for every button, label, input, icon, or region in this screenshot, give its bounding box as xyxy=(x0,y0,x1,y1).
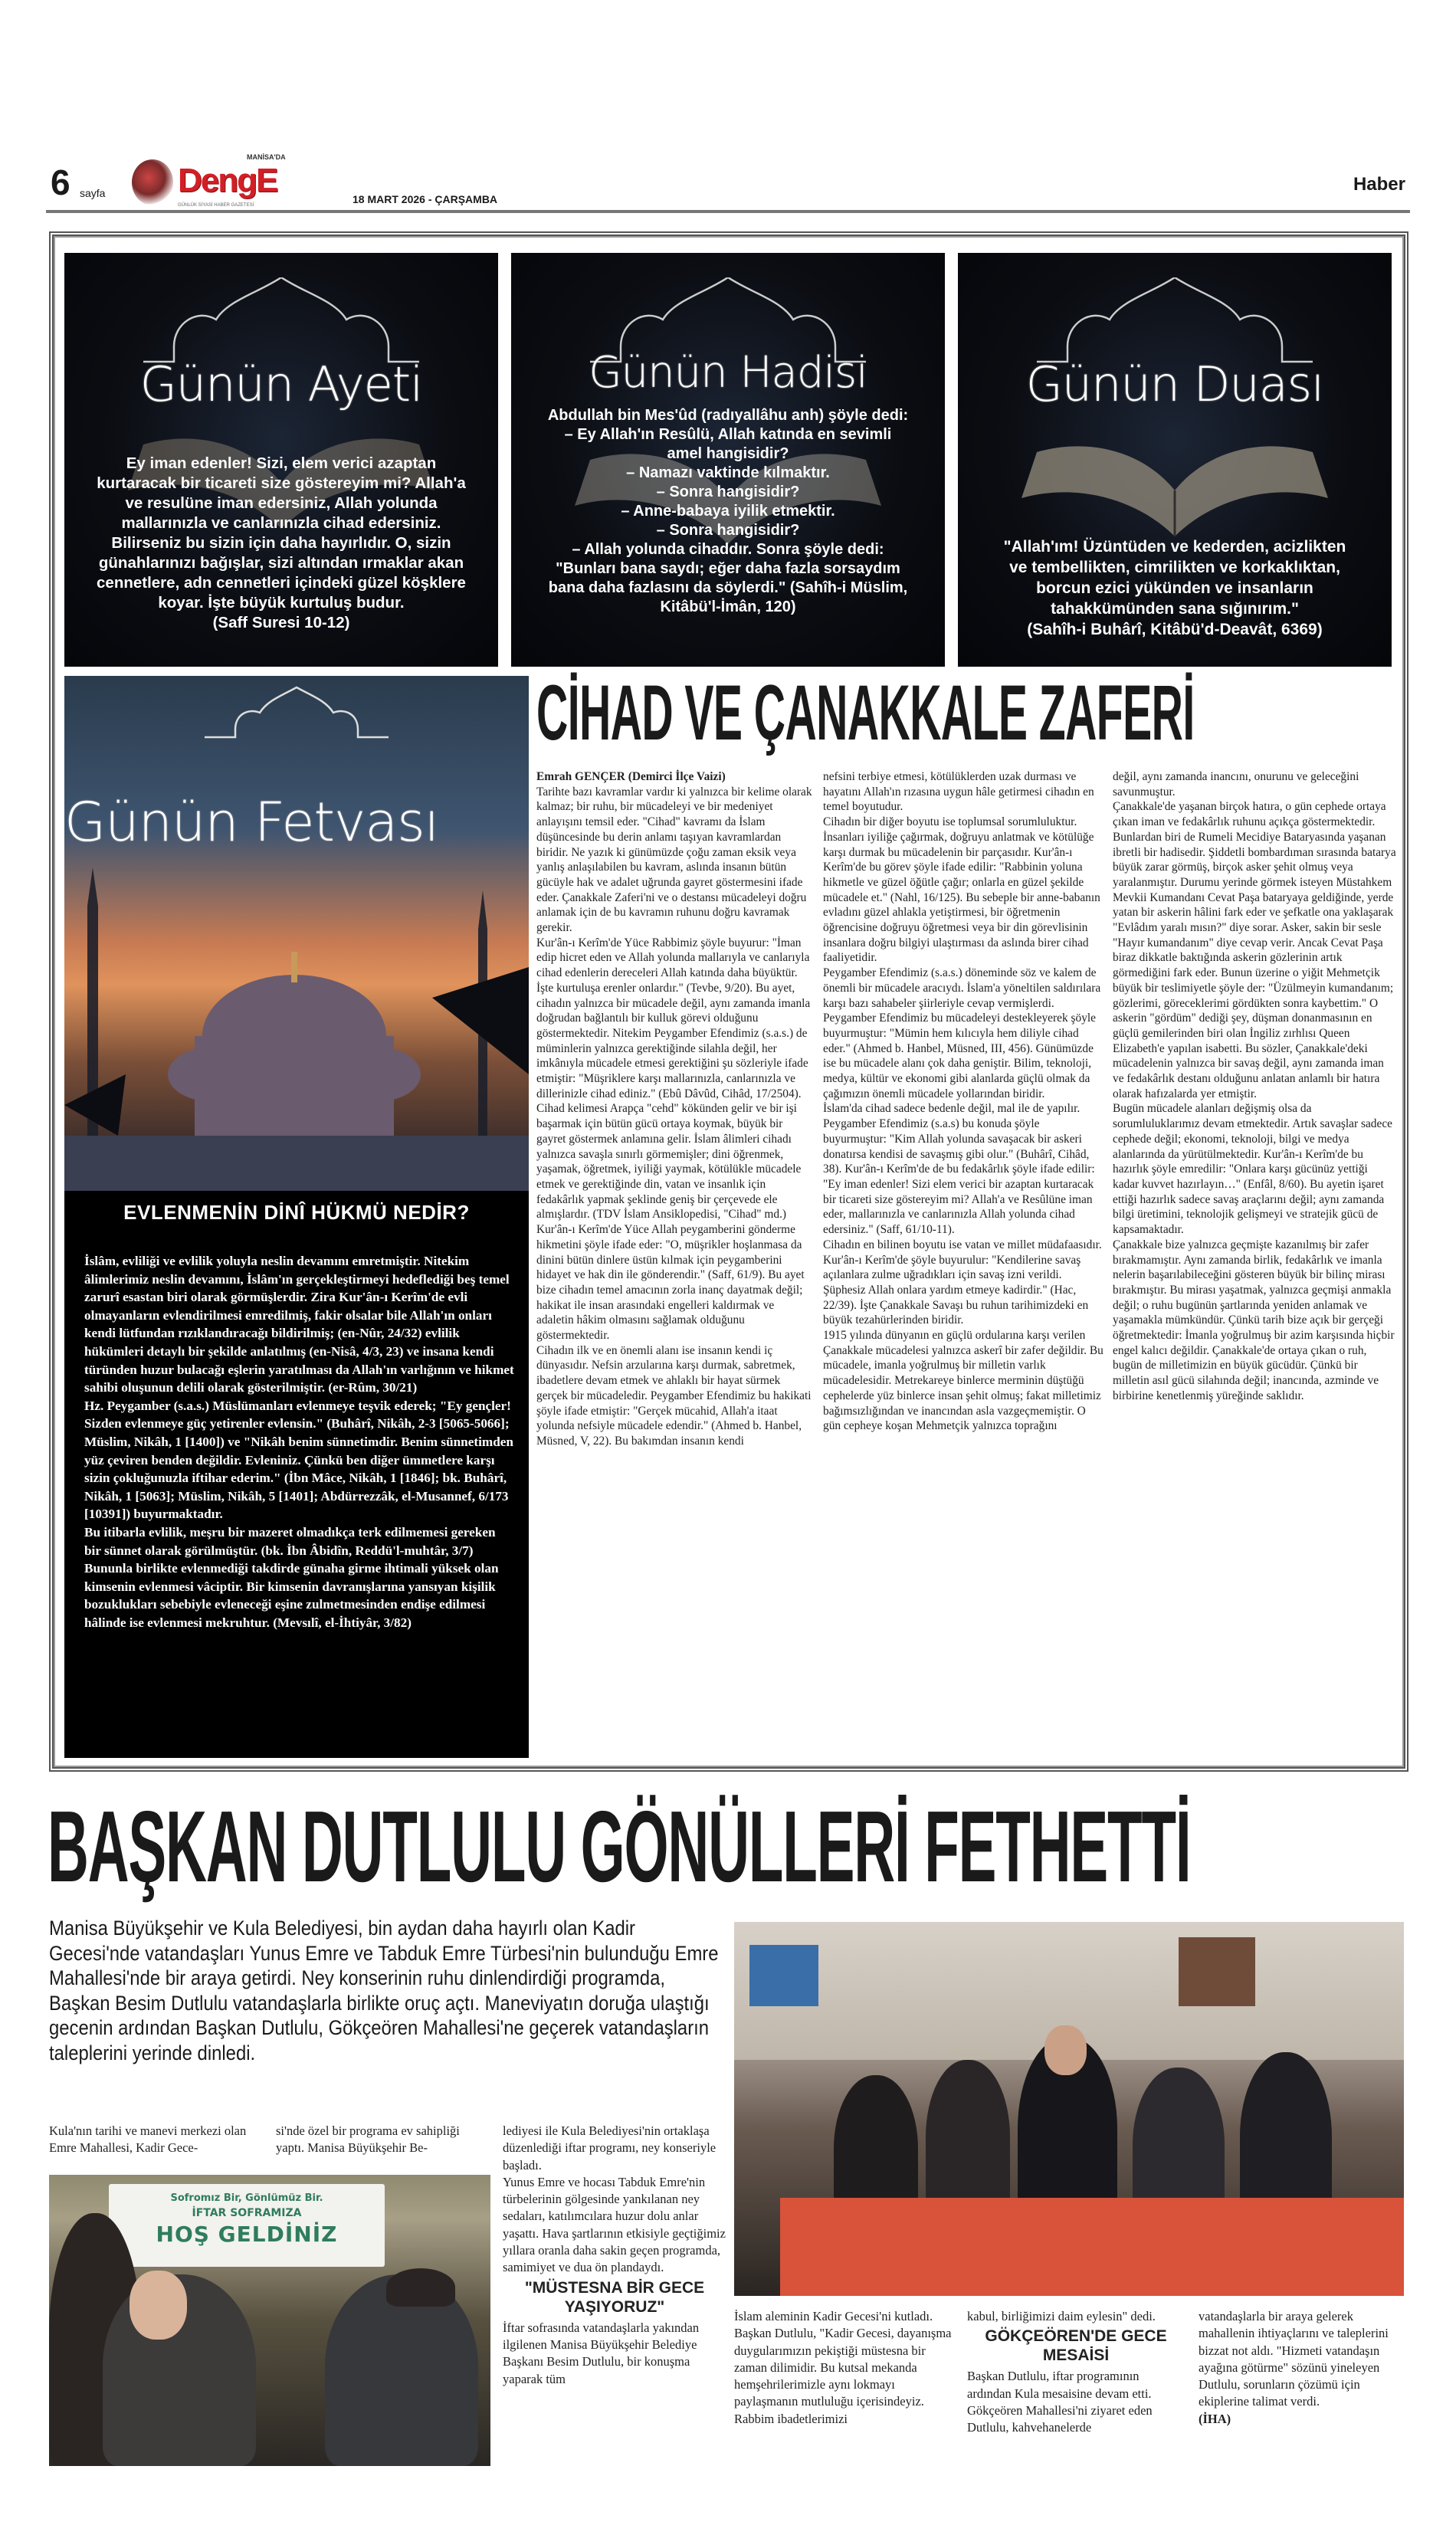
logo-wordmark: DengE xyxy=(178,162,277,199)
card-title: Günün Hadisi xyxy=(589,348,867,398)
card-verse xyxy=(64,253,498,667)
arch-ornament-icon xyxy=(143,277,419,369)
subheading: "MÜSTESNA BİR GECE YAŞIYORUZ" xyxy=(524,2278,705,2316)
fetva-paragraph: İslâm, evliliği ve evlilik yoluyla neslin devamını emretmiştir. Nitekim âlimlerimiz neslin devamını, İslâm'ın gerçekleştirmeyi hedeflediği beş temel zarurî esastan biri olarak görmüşlerdir. Zira Kur'ân-ı Kerîm'de evli olmayanların evlendirilmesi emredilmiş, fakir olsalar bile Allah'ın onları kendi lütfundan rızıklandıracağı bildirilmiş; (en-Nûr, 24/32) evlilik hükümleri detaylı bir şekilde anlatılmış (en-Nisâ, 4/3, 23) ve insana kendi türünden huzur bulacağı eşlerin yaratılması da Allah'ın varlığının ve hikmet sahibi oluşunun delili olarak gösterilmiştir. (er-Rûm, 30/21) xyxy=(84,1254,514,1395)
mosque-illustration-icon xyxy=(64,676,529,1191)
card-text: Abdullah bin Mes'ûd (radıyallâhu anh) şöyle dedi: – Ey Allah'ın Resûlü, Allah katında en sevimli amel hangisidir? – Namazı vaktinde kılmaktır. – Sonra hangisidir? – Anne-babaya iyilik etmektir. – Sonra hangisidir? – Allah yolunda cihaddır. Sonra şöyle dedi: "Bunları bana saydı; eğer daha fazla sorsaydım bana daha fazlasını da söylerdi." (Sahîh-i Müslim, Kitâbü'l-İmân, 120) xyxy=(547,407,909,615)
cihad-column-2 xyxy=(823,769,1103,1434)
paragraph: Cihad kelimesi Arapça "cehd" kökünden gelir ve bir işi başarmak için bütün gücü ortaya koymak, büyük bir gayret göstermek anlamına gelir. İslam âlimleri cihadı yalnızca savaşla sınırlı görmemişler; dini öğrenmek, yaşamak, öğretmek, iyiliği yaymak, kötülükle mücadele etmek ve gerektiğinde din, vatan ve insanlık için fedakârlık yapmak şeklinde geniş bir çerçevede ele almışlardır. (TDV İslam Ansiklopedisi, "Cihad" md.) Kur'ân-ı Kerîm'de Yüce Allah peygamberini gönderme hikmetini şöyle ifade eder: "O, müşrikler hoşlanmasa da dinini bütün dinlere üstün kılmak için peygamberini hidayet ve hak din ile gönderendir." (Saff, 61/9). Bu ayet bize cihadın temel amacının zorla inanç dayatmak değil; hakikat ile insan arasındaki engelleri kaldırmak ve adaletin hâkim olmasını sağlamak olduğunu göstermektedir. xyxy=(536,1102,805,1343)
mosque-image xyxy=(64,676,529,1191)
paragraph: Tarihte bazı kavramlar vardır ki yalnızca bir kelime olarak kalmaz; bir ruhu, bir mücadeleyi ve bir medeniyet anlayışını temsil eder. "Cihad" kavramı da İslam düşüncesinde bu derin anlamı taşıyan kavramlardan biridir. Ne yazık ki günümüzde çoğu zaman eksik veya yanlış anlaşılabilen bu kavram, aslında insanın bütün gücüyle hak ve adalet uğrunda gayret göstermesini ifade eder. Çanakkale Zaferi'ni ve o destansı mücadeleyi doğru anlamak için de bu kavramın ruhunu doğru kavramak gerekir. xyxy=(536,785,812,935)
body-column-4: İslam aleminin Kadir Gecesi'ni kutladı. Başkan Dutlulu, "Kadir Gecesi, dayanışma duygularımızın pekiştiği müstesna bir zaman dilimidir. Bu kutsal mekanda hemşehrilerimizle aynı lokmayı paylaşmanın mutluluğu içerisindeyiz. Rabbim ibadetlerimizi xyxy=(734,2309,952,2426)
page-header xyxy=(46,153,1410,213)
newspaper-logo[interactable] xyxy=(132,153,333,212)
paragraph: Cihadın bir diğer boyutu ise toplumsal sorumluluktur. İnsanları iyiliğe çağırmak, doğruyu anlatmak ve kötülüğe karşı durmak bu mücadelenin bir parçasıdır. Kur'ân-ı Kerîm'de bu görev şöyle ifade edilir: "Rabbinin yoluna hikmetle ve güzel öğütle çağır; onlarla en güzel şekilde mücadele et." (Nahl, 16/125). Bu sebeple bir anne-babanın evladını güzel ahlakla yetiştirmesi, bir öğretmenin öğrencisine doğruyu öğretmesi veya bir din görevlisinin insanlara doğru bilgiyi ulaştırması da aslında birer cihad faaliyetidir. xyxy=(823,815,1100,965)
body-column-6 xyxy=(1199,2308,1410,2428)
paragraph: İftar sofrasında vatandaşlarla yakından ilgilenen Manisa Büyükşehir Belediye Başkanı Besim Dutlulu, bir konuşma yaparak tüm xyxy=(503,2320,700,2386)
logo-emblem-icon xyxy=(132,159,173,205)
paragraph: kabul, birliğimizi daim eylesin" dedi. xyxy=(967,2309,1156,2323)
card-text: Ey iman edenler! Sizi, elem verici azaptan kurtaracak bir ticareti size göstereyim mi? Allah'a ve resulüne iman edersiniz, Allah yolunda mallarınızla ve canlarınızla cihad edersiniz. Bilirseniz bu sizin için daha hayırlıdır. O, sizin günahlarınızı bağışlar, sizi altından ırmaklar akan cennetlere, adn cennetleri içindeki güzel köşklere koyar. İşte büyük kurtuluş budur. (Saff Suresi 10-12) xyxy=(97,454,466,631)
paragraph: Peygamber Efendimiz (s.a.s.) döneminde söz ve kalem de önemli bir mücadele aracıydı. İslam'a yöneltilen saldırılara karşı bazı sahabeler şiirleriyle cevap vermişlerdi. Peygamber Efendimiz bu mücadeleyi destekleyerek şöyle buyurmuştur: "Mümin hem kılıcıyla hem diliyle cihad eder." (Ahmed b. Hanbel, Müsned, III, 456). Günümüzde ise bu mücadele alanı çok daha geniştir. Bilim, teknoloji, medya, kültür ve ekonomi gibi alanlarda güçlü olmak da çağımızın önemli mücadele yollarından biridir. xyxy=(823,966,1101,1100)
cap xyxy=(386,2268,455,2307)
face xyxy=(1044,2025,1087,2075)
card-title: Günün Ayeti xyxy=(139,356,423,412)
paragraph: vatandaşlarla bir araya gelerek mahallenin ihtiyaçlarını ve taleplerini bizzat not aldı. "Hizmeti vatandaşın ayağına götürme" sözünü yineleyen Dutlulu, sorunların çözümü için ekiplerine talimat verdi. xyxy=(1199,2309,1389,2409)
page-number: 6 xyxy=(51,162,71,202)
section-label: Haber xyxy=(1353,174,1405,195)
table xyxy=(780,2198,1404,2296)
fetva-heading: EVLENMENİN DİNÎ HÜKMÜ NEDİR? xyxy=(123,1201,470,1224)
fetva-paragraph: Bu itibarla evlilik, meşru bir mazeret olmadıkça terk edilmemesi gereken bir sünnet olarak görülmüştür. (bk. İbn Âbidîn, Reddü'l-muhtâr, 3/7) Bununla birlikte evlenmediği takdirde günaha girme ihtimali yüksek olan kimsenin evlenmesi vâciptir. Bir kimsenin davranışlarına yansıyan kişilik bozuklukları sebebiyle evleneceği eşine zulmetmesinden endişe edilmesi hâlinde ise evlenmesi mekruhtur. (Mevsılî, el-İhtiyâr, 3/82) xyxy=(84,1524,499,1630)
subheading: GÖKÇEÖREN'DE GECE MESAİSİ xyxy=(985,2327,1167,2365)
iftar-banner xyxy=(109,2184,385,2267)
iftar-photo[interactable] xyxy=(49,2175,490,2466)
paragraph: Çanakkale bize yalnızca geçmişte kazanılmış bir zafer bırakmamıştır. Aynı zamanda birlik, fedakârlık ve imanla nelerin başarılabileceğini gösteren büyük bir bilinç mirası bırakmıştır. Bu mirası yaşatmak, yalnızca geçmişi anmakla değil; o ruhu bugünün şartlarında yeniden anlamak ve yaşamakla mümkündür. Çünkü tarih bize açık bir gerçeği öğretmektedir: İmanla yoğrulmuş bir azim karşısında hiçbir engel kalıcı değildir. Çanakkale'de ortaya çıkan o ruh, bugün de milletimizin en büyük gücüdür. Çünkü bir milletin asıl gücü silahında değil; inancında, azminde ve birbirine kenetlenmiş yüreğinde saklıdır. xyxy=(1113,1238,1395,1402)
page-label: sayfa xyxy=(80,187,106,199)
card-prayer xyxy=(958,253,1392,667)
card-hadith xyxy=(511,253,945,667)
article-lead: Manisa Büyükşehir ve Kula Belediyesi, bin aydan daha hayırlı olan Kadir Gecesi'nde vatandaşları Yunus Emre ve Tabduk Emre Türbesi'nin bulunduğu Emre Mahallesi'nde bir araya getirdi. Ney konserinin ruhu dinlendirdiği programda, Başkan Besim Dutlulu vatandaşlarla birlikte oruç açtı. Maneviyatın doruğa ulaştığı gecenin ardından Başkan Dutlulu, Gökçeören Mahallesi'ne geçerek vatandaşların taleplerini yerinde dinledi. xyxy=(49,1917,719,2064)
paragraph: nefsini terbiye etmesi, kötülüklerden uzak durması ve hayatını Allah'ın rızasına uygun hâle getirmesi cihadın en temel boyutudur. xyxy=(823,770,1094,814)
cihad-column-3 xyxy=(1113,769,1396,1404)
wall-poster xyxy=(749,1945,818,2006)
fetva-box xyxy=(64,676,529,1758)
body-column-3 xyxy=(503,2123,726,2388)
banner-line: Sofromız Bir, Gönlümüz Bir. xyxy=(170,2192,323,2204)
news-agency: (İHA) xyxy=(1199,2411,1231,2426)
face xyxy=(130,2271,187,2340)
paragraph: Cihadın ilk ve en önemli alanı ise insanın kendi iç dünyasıdır. Nefsin arzularına karşı durmak, sabretmek, ibadetlere devam etmek ve ahlaklı bir hayat sürmek gerçek bir mücadeledir. Peygamber Efendimiz bu hakikati şöyle ifade etmiştir: "Gerçek mücahid, Allah'a itaat yolunda nefsiyle mücadele edendir." (Ahmed b. Hanbel, Müsned, V, 22). Bu bakımdan insanın kendi xyxy=(536,1343,812,1448)
banner-line: İFTAR SOFRAMIZA xyxy=(192,2207,302,2219)
cihad-headline: CİHAD VE ÇANAKKALE ZAFERİ xyxy=(536,669,1195,756)
neighborhood-visit-photo[interactable] xyxy=(734,1922,1404,2296)
body-column-2: si'nde özel bir programa ev sahipliği yaptı. Manisa Büyükşehir Be- xyxy=(276,2123,460,2156)
paragraph: Başkan Dutlulu, iftar programının ardından Kula mesaisine devam etti. Gökçeören Mahallesi'ni ziyaret eden Dutlulu, kahvehanelerde xyxy=(967,2369,1153,2435)
body-column-5 xyxy=(967,2308,1185,2436)
paragraph: Yunus Emre ve hocası Tabduk Emre'nin türbelerinin gölgesinde yankılanan ney sedaları, katılımcılara huzur dolu anlar yaşattı. Hava şartlarının etkisiyle geçtiğimiz yıllara oranla daha sakin geçen programda, samimiyet ve dua ön plandaydı. xyxy=(503,2174,726,2275)
banner-line: HOŞ GELDİNİZ xyxy=(156,2222,338,2247)
arch-ornament-icon xyxy=(1037,277,1313,369)
logo-subtitle: MANİSA'DA xyxy=(247,153,286,161)
card-title: Günün Duası xyxy=(1025,356,1324,412)
article-author: Emrah GENÇER (Demirci İlçe Vaizi) xyxy=(536,770,726,783)
paragraph: Cihadın en bilinen boyutu ise vatan ve millet müdafaasıdır. Kur'ân-ı Kerîm'de şöyle buyurulur: "Kendilerine savaş açılanlara zulme uğradıkları için savaş izni verildi. Şüphesiz Allah onlara yardım etmeye kadirdir." (Hac, 22/39). İşte Çanakkale Savaşı bu ruhun tarihimizdeki en büyük tezahürlerinden biridir. xyxy=(823,1238,1102,1327)
paragraph: Çanakkale'de yaşanan birçok hatıra, o gün cephede ortaya çıkan iman ve fedakârlık ruhunu açıkça göstermektedir. Bunlardan biri de Rumeli Mecidiye Bataryasında yaşanan ibretli bir hadisedir. Şiddetli bombardıman sırasında batarya büyük zarar görmüş, birçok asker şehit olmuş veya yaralanmıştır. Durumu yerinde görmek isteyen Müstahkem Mevkii Kumandanı Cevat Paşa bataryaya geldiğinde, yerde yatan bir askerin hâlini fark eder ve şefkatle ona yaklaşarak "Evlâdım yaralı mısın?" diye sorar. Asker, sakin bir sesle "Hayır kumandanım" diye cevap verir. Ancak Cevat Paşa biraz dikkatle baktığında askerin gözlerinin artık görmediğini fark eder. Bunun üzerine o yiğit Mehmetçik büyük bir teslimiyetle şöyle der: "Üzülmeyin kumandanım; gözlerimi, göreceklerimi gördükten sonra kaybettim." O askerin "gördüm" dediği şey, düşman donanmasının en güçlü gemilerinden biri olan İngiliz zırhlısı Queen Elizabeth'e yapılan isabetti. Bu sözler, Çanakkale'deki mücadelenin yalnızca bir savaş değil, aynı zamanda iman ve fedakârlık destanı olduğunu anlatan anlamlı bir hatıra olarak hafızalarda yer etmiştir. xyxy=(1113,800,1396,1100)
open-book-icon xyxy=(999,429,1351,544)
issue-date: 18 MART 2026 - ÇARŞAMBA xyxy=(353,193,498,205)
paragraph: Kur'ân-ı Kerîm'de Yüce Rabbimiz şöyle buyurur: "İman edip hicret eden ve Allah yolunda mallarıyla ve canlarıyla cihad edenlerin dereceleri Allah katında daha büyüktür. İşte kurtuluşa erenler onlardır." (Tevbe, 9/20). Bu ayet, cihadın yalnızca bir mücadele değil, aynı zamanda imanla doğrudan bağlantılı bir kulluk görevi olduğunu göstermektedir. Nitekim Peygamber Efendimiz (s.a.s.) de müminlerin yalnızca gerektiğinde silahla değil, her imkânıyla mücadele etmesi gerektiğini şu sözleriyle ifade etmiştir: "Müşriklere karşı mallarınızla, canlarınızla ve dillerinizle cihad ediniz." (Ebû Dâvûd, Cihâd, 17/2504). xyxy=(536,936,811,1100)
fetva-body xyxy=(84,1252,515,1631)
paragraph: 1915 yılında dünyanın en güçlü ordularına karşı verilen Çanakkale mücadelesi yalnızca askerî bir zafer değildir. Bu mücadele, imanla yoğrulmuş bir milletin varlık mücadelesidir. Metrekareye binlerce merminin düştüğü cephelerde yüz binlerce insan şehit olmuş; fakat milletimiz bağımsızlığından ve inancından asla vazgeçmemiştir. O gün cepheye koşan Mehmetçik yalnızca toprağını xyxy=(823,1329,1103,1433)
logo-tagline: GÜNLÜK SİYASİ HABER GAZETESİ xyxy=(178,203,254,208)
wall-screen xyxy=(1179,1937,1255,2006)
main-headline: BAŞKAN DUTLULU GÖNÜLLERİ FETHETTİ xyxy=(48,1790,1191,1903)
person-silhouette xyxy=(926,2060,1010,2221)
card-text: "Allah'ım! Üzüntüden ve kederden, acizlikten ve tembellikten, cimrilikten ve korkaklıktan, borcun ezici yükünden ve insanların tahakkümünden sana sığınırım." (Sahîh-i Buhârî, Kitâbü'd-Deavât, 6369) xyxy=(1003,538,1346,638)
paragraph: İslam'da cihad sadece bedenle değil, mal ile de yapılır. Peygamber Efendimiz (s.a.s) bu konuda şöyle buyurmuştur: "Kim Allah yolunda savaşacak bir askeri donatırsa kendisi de savaşmış gibi olur." (Buhârî, Cihâd, 38). Kur'ân-ı Kerîm'de de bu fedakârlık şöyle ifade edilir: "Ey iman edenler! Sizi elem verici bir azaptan kurtaracak bir ticareti size göstereyim mi? Allah'a ve Resûlüne iman eder, mallarınızla ve canlarınızla Allah yolunda cihad edersiniz." (Saff, 61/10-11). xyxy=(823,1102,1095,1237)
paragraph: değil, aynı zamanda inancını, onurunu ve geleceğini savunmuştur. xyxy=(1113,770,1359,799)
fetva-paragraph: Hz. Peygamber (s.a.s.) Müslümanları evlenmeye teşvik ederek; "Ey gençler! Sizden evlenmeye güç yetirenler evlensin." (Buhârî, Nikâh, 2-3 [5065-5066]; Müslim, Nikâh, 1 [1400]) ve "Nikâh benim sünnetimdir. Benim sünnetimden yüz çeviren benden değildir. Evleniniz. Çünkü ben diğer ümmetlere karşı sizin çokluğunuzla iftihar ederim." (İbn Mâce, Nikâh, 1 [1846]; bk. Buhârî, Nikâh, 1 [5063]; Müslim, Nikâh, 5 [1401]; Abdürrezzâk, el-Musannef, 6/173 [10391]) buyurmaktadır. xyxy=(84,1398,513,1522)
body-column-1: Kula'nın tarihi ve manevi merkezi olan Emre Mahallesi, Kadir Gece- xyxy=(49,2123,247,2156)
cihad-column-1 xyxy=(536,769,814,1449)
paragraph: Bugün mücadele alanları değişmiş olsa da sorumluluklarımız devam etmektedir. Artık savaşlar sadece cephede değil; ekonomi, teknoloji, bilgi ve medya alanlarında da yürütülmektedir. Kur'ân-ı Kerîm'de bu hazırlık şöyle emredilir: "Onlara karşı gücünüz yettiği kadar kuvvet hazırlayın…" (Enfâl, 8/60). Bu ayetin işaret ettiği hazırlık sadece savaş araçlarını değil; aynı zamanda bilgi üretimini, teknolojik gelişmeyi ve stratejik gücü de kapsamaktadır. xyxy=(1113,1102,1392,1237)
paragraph: lediyesi ile Kula Belediyesi'nin ortaklaşa düzenlediği iftar programı, ney konseriyle başladı. xyxy=(503,2123,717,2173)
fetva-title: Günün Fetvası xyxy=(64,791,439,854)
